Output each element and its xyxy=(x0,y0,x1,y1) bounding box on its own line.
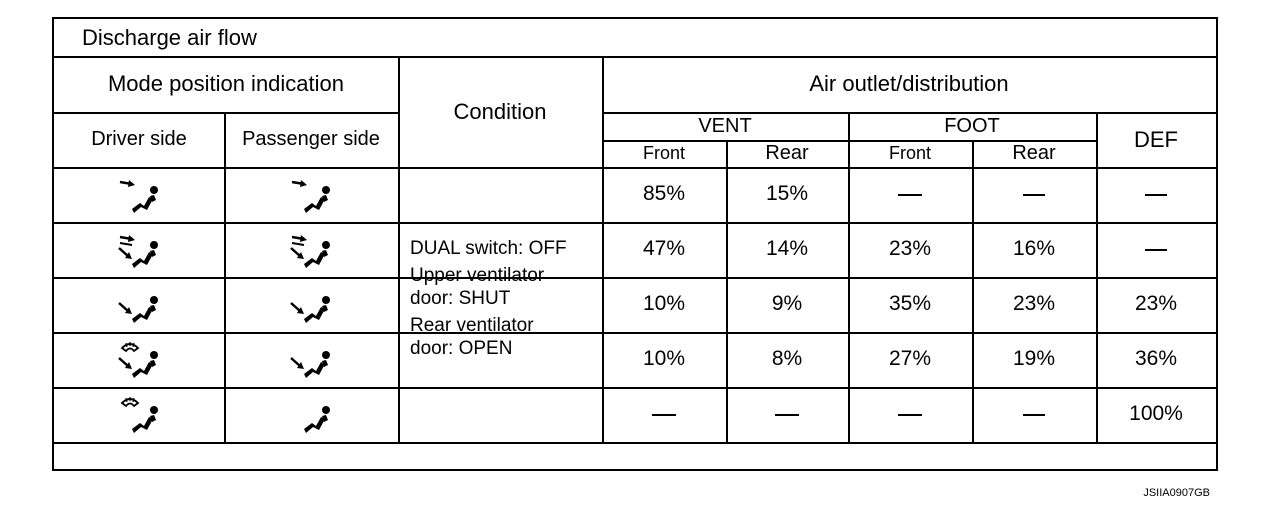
cell-foot-front xyxy=(848,167,972,222)
condition-line: door: OPEN xyxy=(410,338,513,359)
air-outlet-header: Air outlet/distribution xyxy=(809,71,1009,97)
dash-mark xyxy=(1145,194,1167,196)
foot-header: FOOT xyxy=(944,114,1000,137)
cell-vent-rear: 9% xyxy=(771,292,803,316)
bi-level-mode-icon xyxy=(286,228,336,270)
vent-mode-icon xyxy=(286,173,336,215)
cell-def: 23% xyxy=(1134,292,1178,316)
vent-mode-icon xyxy=(114,173,164,215)
cell-foot-rear: 23% xyxy=(1012,292,1056,316)
condition-line: door: SHUT xyxy=(410,288,511,309)
dash-mark xyxy=(652,414,676,416)
condition-line: Rear ventilator xyxy=(410,315,534,336)
foot-mode-icon xyxy=(114,283,164,325)
cell-vent-rear: 15% xyxy=(765,182,809,206)
dash-mark xyxy=(898,414,922,416)
foot-rear-header: Rear xyxy=(1012,142,1056,164)
cell-def: 36% xyxy=(1134,347,1178,371)
condition-line: DUAL switch: OFF xyxy=(410,238,567,259)
mode-position-header: Mode position indication xyxy=(107,71,345,97)
dash-mark xyxy=(1145,249,1167,251)
cell-def xyxy=(1096,167,1216,222)
def-header: DEF xyxy=(1134,126,1178,152)
dash-mark xyxy=(898,194,922,196)
discharge-air-flow-table xyxy=(52,17,1218,471)
foot-front-header: Front xyxy=(888,143,931,164)
seat-occupant-icon xyxy=(286,393,336,435)
table-title: Discharge air flow xyxy=(82,24,257,50)
document-code: JSIIA0907GB xyxy=(1143,487,1210,499)
vent-header: VENT xyxy=(698,114,752,137)
vent-rear-header: Rear xyxy=(765,142,809,164)
cell-foot-rear: 19% xyxy=(1012,347,1056,371)
vent-front-header: Front xyxy=(642,143,685,164)
cell-foot-rear xyxy=(972,387,1096,442)
cell-foot-rear xyxy=(972,167,1096,222)
cell-vent-rear: 8% xyxy=(771,347,803,371)
foot-mode-icon xyxy=(286,338,336,380)
dash-mark xyxy=(1023,414,1045,416)
cell-vent-front: 85% xyxy=(642,182,686,206)
cell-def: 100% xyxy=(1129,402,1183,426)
dash-mark xyxy=(1023,194,1045,196)
cell-vent-front xyxy=(602,387,726,442)
row-divider xyxy=(54,442,1216,444)
foot-mode-icon xyxy=(286,283,336,325)
condition-line: Upper ventilator xyxy=(410,265,545,286)
cell-vent-front: 47% xyxy=(642,237,686,261)
cell-foot-front: 23% xyxy=(888,237,932,261)
driver-side-header: Driver side xyxy=(91,128,187,150)
foot-defrost-mode-icon xyxy=(114,338,164,380)
dash-mark xyxy=(775,414,799,416)
cell-def xyxy=(1096,222,1216,277)
cell-vent-front: 10% xyxy=(642,292,686,316)
passenger-side-header: Passenger side xyxy=(242,128,380,150)
cell-foot-front: 27% xyxy=(888,347,932,371)
cell-vent-front: 10% xyxy=(642,347,686,371)
cell-foot-front: 35% xyxy=(888,292,932,316)
condition-text xyxy=(410,237,567,360)
cell-foot-rear: 16% xyxy=(1012,237,1056,261)
cell-foot-front xyxy=(848,387,972,442)
bi-level-mode-icon xyxy=(114,228,164,270)
defrost-mode-icon xyxy=(114,393,164,435)
cell-vent-rear xyxy=(726,387,848,442)
cell-vent-rear: 14% xyxy=(765,237,809,261)
condition-header: Condition xyxy=(453,98,547,124)
